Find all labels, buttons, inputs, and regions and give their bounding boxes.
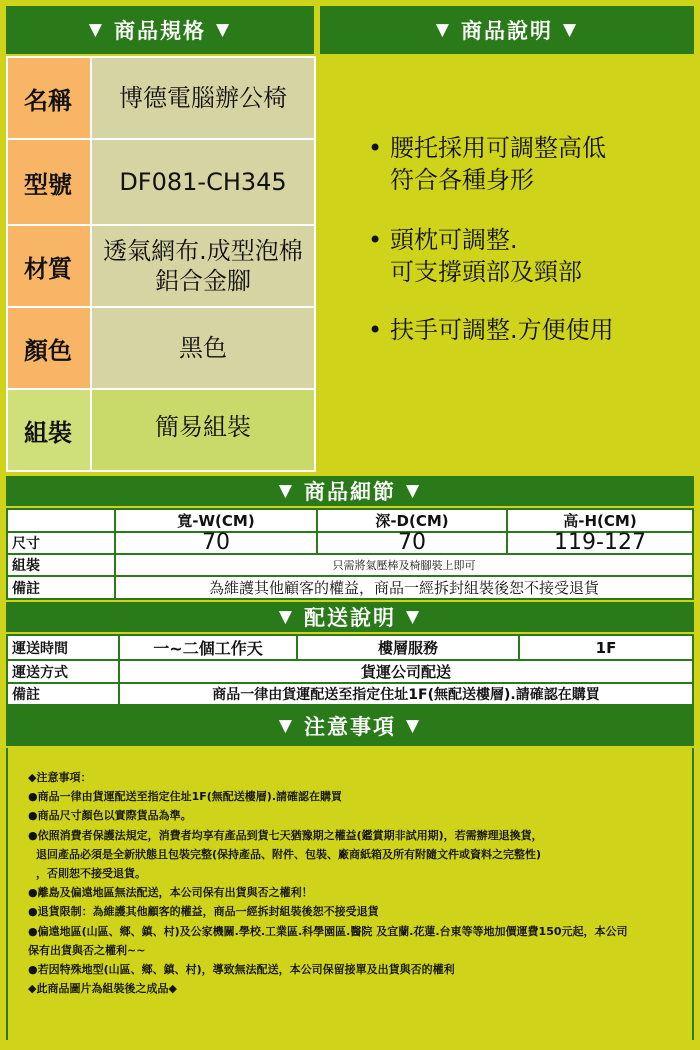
spec-value-text: 黑色 — [179, 334, 227, 362]
spec-label-color: 顏色 — [8, 308, 90, 388]
description-line: 扶手可調整.方便使用 — [390, 316, 614, 344]
floor-service-label: 樓層服務 — [297, 635, 519, 660]
size-depth: 70 — [317, 532, 507, 554]
row-label-size: 尺寸 — [7, 532, 115, 554]
bullet-icon: • — [368, 134, 383, 162]
description-item — [368, 314, 614, 346]
notice-line: 退回產品必須是全新狀態且包裝完整(保持產品、附件、包裝、廠商紙箱及所有附隨文件或資料之完整性) — [36, 847, 542, 861]
notice-line: ●依照消費者保護法規定，消費者均享有產品到貨七天猶豫期之權益(鑑賞期非試用期)，若需辦理退換貨， — [28, 828, 543, 842]
desc-header-title: 商品說明 — [461, 19, 553, 43]
row-label-note: 備註 — [7, 683, 119, 705]
table-row — [7, 635, 693, 660]
shipping-method-value: 貨運公司配送 — [119, 660, 693, 683]
table-row — [7, 532, 693, 554]
notice-line: ◆此商品圖片為組裝後之成品◆ — [28, 982, 177, 996]
spec-value-material — [92, 226, 314, 306]
spec-value-name — [92, 58, 314, 138]
details-table — [6, 508, 694, 600]
spec-value-text: DF081-CH345 — [119, 168, 287, 196]
size-height: 119-127 — [507, 532, 693, 554]
row-label-time: 運送時間 — [7, 635, 119, 660]
notice-line: ●商品一律由貨運配送至指定住址1F(無配送樓層).請確認在購買 — [28, 790, 342, 804]
spec-value-text: 透氣網布.成型泡棉 — [103, 237, 303, 265]
spec-label-model: 型號 — [8, 140, 90, 224]
notice-line: ，否則恕不接受退貨。 — [36, 867, 146, 881]
assembly-value: 只需將氣壓棒及椅腳裝上即可 — [115, 554, 693, 576]
notice-line: 保有出貨與否之權利~~ — [28, 943, 146, 957]
spec-value-model — [92, 140, 314, 224]
notice-header-bar — [6, 706, 694, 746]
col-header-height: 高-H(CM) — [507, 509, 693, 532]
table-row — [7, 683, 693, 705]
table-row — [7, 576, 693, 599]
notice-header-title: 注意事項 — [304, 715, 396, 739]
triangle-down-icon: ▼ — [435, 20, 451, 40]
row-label-note: 備註 — [7, 576, 115, 599]
table-cell-empty — [7, 509, 115, 532]
triangle-down-icon: ▼ — [563, 20, 579, 40]
triangle-down-icon: ▼ — [406, 607, 422, 627]
triangle-down-icon: ▼ — [88, 20, 104, 40]
table-row — [7, 554, 693, 576]
notice-line: ●若因特殊地型(山區、鄉、鎮、村)，導致無法配送，本公司保留接單及出貨與否的權利 — [28, 963, 455, 977]
row-label-assembly: 組裝 — [7, 554, 115, 576]
description-line: 可支撐頭部及頸部 — [390, 258, 582, 286]
description-panel — [320, 56, 694, 472]
triangle-down-icon: ▼ — [406, 481, 422, 501]
spec-value-assembly — [92, 390, 314, 470]
table-row — [7, 660, 693, 683]
spec-value-text: 簡易組裝 — [155, 413, 251, 441]
description-line: 頭枕可調整. — [390, 226, 518, 254]
notice-list — [28, 768, 688, 998]
spec-value-text: 鋁合金腳 — [155, 267, 251, 295]
shipping-header-bar — [6, 602, 694, 632]
description-line: 符合各種身形 — [390, 166, 534, 194]
table-row — [7, 509, 693, 532]
spec-label-material: 材質 — [8, 226, 90, 306]
spec-value-text: 博德電腦辦公椅 — [119, 84, 287, 112]
triangle-down-icon: ▼ — [278, 607, 294, 627]
row-label-method: 運送方式 — [7, 660, 119, 683]
shipping-table — [6, 634, 694, 706]
description-line: 腰托採用可調整高低 — [390, 134, 606, 162]
spec-label-assembly: 組裝 — [8, 390, 90, 470]
shipping-note-value: 商品一律由貨運配送至指定住址1F(無配送樓層).請確認在購買 — [119, 683, 693, 705]
floor-service-value: 1F — [519, 635, 693, 660]
notice-line: ●偏遠地區(山區、鄉、鎮、村)及公家機關.學校.工業區.科學園區.醫院 及宜蘭.花蓮.台東等等地加價運費150元起，本公司 — [28, 924, 628, 938]
col-header-width: 寬-W(CM) — [115, 509, 317, 532]
spec-label-name: 名稱 — [8, 58, 90, 138]
notice-line: ◆注意事項： — [28, 771, 92, 784]
description-item — [368, 224, 582, 288]
spec-header-bar — [6, 6, 314, 54]
note-value: 為維護其他顧客的權益，商品一經拆封組裝後恕不接受退貨 — [115, 576, 693, 599]
notice-line: ●退貨限制：為維護其他顧客的權益，商品一經拆封組裝後恕不接受退貨 — [28, 905, 379, 919]
desc-header-bar — [320, 6, 694, 54]
shipping-time-value: 一~二個工作天 — [119, 635, 297, 660]
notice-line: ●商品尺寸顏色以實際貨品為準。 — [28, 809, 192, 823]
triangle-down-icon: ▼ — [278, 716, 294, 736]
triangle-down-icon: ▼ — [278, 481, 294, 501]
col-header-depth: 深-D(CM) — [317, 509, 507, 532]
details-header-bar — [6, 476, 694, 506]
details-header-title: 商品細節 — [304, 480, 396, 504]
description-item — [368, 132, 606, 196]
spec-value-color — [92, 308, 314, 388]
notice-line: ●離島及偏遠地區無法配送，本公司保有出貨與否之權利！ — [28, 886, 313, 900]
spec-header-title: 商品規格 — [114, 19, 206, 43]
triangle-down-icon: ▼ — [406, 716, 422, 736]
size-width: 70 — [115, 532, 317, 554]
bullet-icon: • — [368, 226, 383, 254]
shipping-header-title: 配送說明 — [304, 606, 396, 630]
bullet-icon: • — [368, 316, 383, 344]
triangle-down-icon: ▼ — [216, 20, 232, 40]
